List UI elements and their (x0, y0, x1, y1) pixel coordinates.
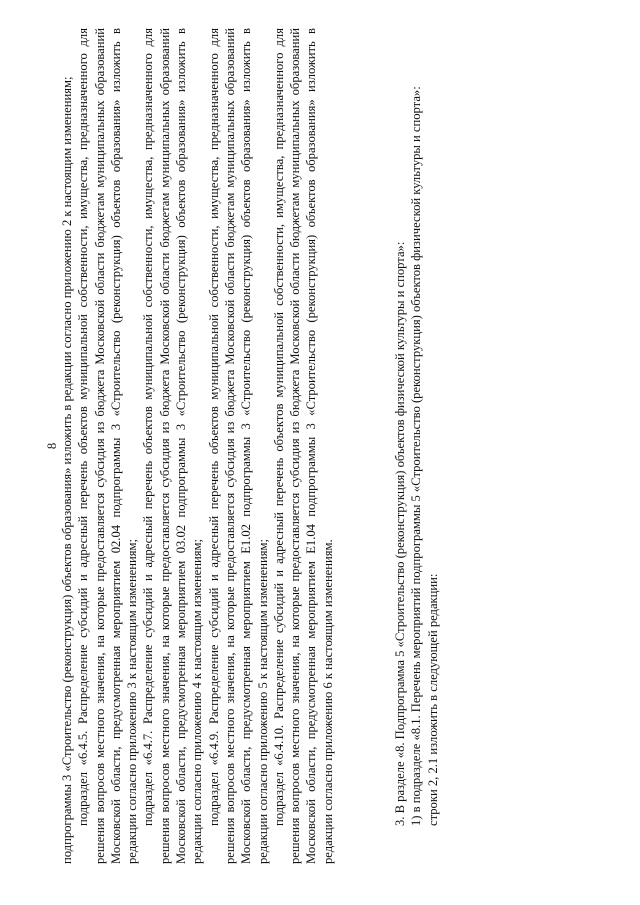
section-3-heading: 3. В разделе «8. Подпрограмма 5 «Строительство (реконструкция) объектов физической культуры и спорта»: (393, 241, 408, 826)
paragraph-subsection-6-4-10: подраздел «6.4.10. Распределение субсидий и адресный перечень объектов муниципальной собственности, имущества, предназначенного для решения вопросов местного значения, на которые предоставляется субсидия из бюджета Московской области бюджетам муниципальных образований Московской области, предусмотренная мероприятием Е1.04 подпрограммы 3 «Строительство (реконструкция) объектов образования» изложить в редакции согласно приложению 6 к настоящим изменениям. (271, 28, 335, 864)
page-number: 8 (45, 442, 59, 450)
section-3-item-2: строки 2, 2.1 изложить в следующей редакции: (425, 573, 440, 826)
paragraph-subsection-6-4-7: подраздел «6.4.7. Распределение субсидий и адресный перечень объектов муниципальной собственности, имущества, предназначенного для решения вопросов местного значения, на которые предоставляется субсидия из бюджета Московской области бюджетам муниципальных образований Московской области, предусмотренная мероприятием 03.02 подпрограммы 3 «Строительство (реконструкция) объектов образования» изложить в редакции согласно приложению 4 к настоящим изменениям; (141, 28, 205, 864)
paragraph-subsection-6-4-5: подраздел «6.4.5. Распределение субсидий и адресный перечень объектов муниципальной собственности, имущества, предназначенного для решения вопросов местного значения, на которые предоставляется субсидия из бюджета Московской области бюджетам муниципальных образований Московской области, предусмотренная мероприятием 02.04 подпрограммы 3 «Строительство (реконструкция) объектов образования» изложить в редакции согласно приложению 3 к настоящим изменениям; (76, 28, 140, 864)
paragraph-continuation: подпрограммы 3 «Строительство (реконструкция) объектов образования» изложить в редакции согласно приложению 2 к настоящим изменениям; (60, 76, 74, 864)
rotated-text-block (44, 28, 584, 864)
section-gap (336, 28, 392, 864)
section-3-item-1: 1) в подразделе «8.1. Перечень мероприятий подпрограммы 5 «Строительство (реконструкция) объектов физической культуры и спорта»: (409, 86, 424, 826)
paragraph-subsection-6-4-9: подраздел «6.4.9. Распределение субсидий и адресный перечень объектов муниципальной собственности, имущества, предназначенного для решения вопросов местного значения, на которые предоставляется субсидия из бюджета Московской области бюджетам муниципальных образований Московской области, предусмотренная мероприятием Е1.02 подпрограммы 3 «Строительство (реконструкция) объектов образования» изложить в редакции согласно приложению 5 к настоящим изменениям; (206, 28, 270, 864)
